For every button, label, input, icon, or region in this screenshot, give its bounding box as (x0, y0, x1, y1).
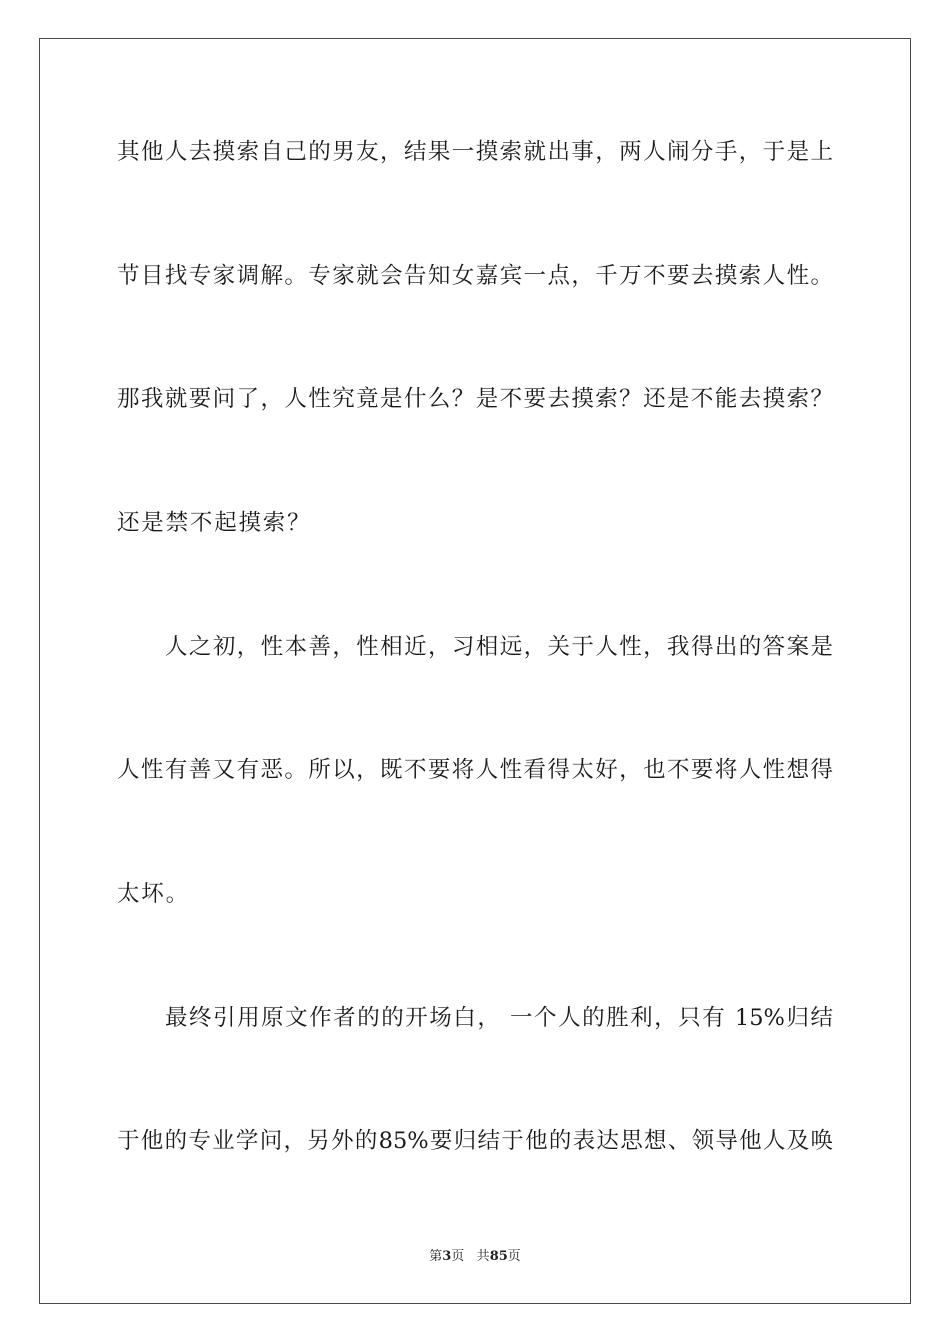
body-line-5: 人之初，性本善，性相近，习相远，关于人性，我得出的答案是 (165, 634, 833, 660)
body-line-9: 于他的专业学问，另外的85%要归结于他的表达思想、领导他人及唤 (117, 1128, 833, 1154)
body-line-3: 那我就要问了，人性究竟是什么？是不要去摸索？还是不能去摸索？ (117, 386, 833, 412)
body-line-2: 节目找专家调解。专家就会告知女嘉宾一点，千万不要去摸索人性。 (117, 263, 833, 289)
body-line-4: 还是禁不起摸索？ (117, 510, 312, 536)
page-total: 85 (489, 1249, 508, 1264)
page-border (39, 38, 911, 1304)
body-line-6: 人性有善又有恶。所以，既不要将人性看得太好，也不要将人性想得 (117, 757, 833, 783)
page-suffix: 页 (451, 1249, 465, 1264)
page-footer (0, 1248, 950, 1266)
total-suffix: 页 (507, 1249, 521, 1264)
total-prefix: 共 (476, 1249, 490, 1264)
body-line-8: 最终引用原文作者的的开场白， 一个人的胜利，只有 15%归结 (165, 1005, 833, 1031)
page-prefix: 第 (429, 1249, 443, 1264)
body-line-7: 太坏。 (117, 881, 190, 907)
body-line-1: 其他人去摸索自己的男友，结果一摸索就出事，两人闹分手，于是上 (117, 139, 833, 165)
page-current: 3 (442, 1249, 452, 1264)
